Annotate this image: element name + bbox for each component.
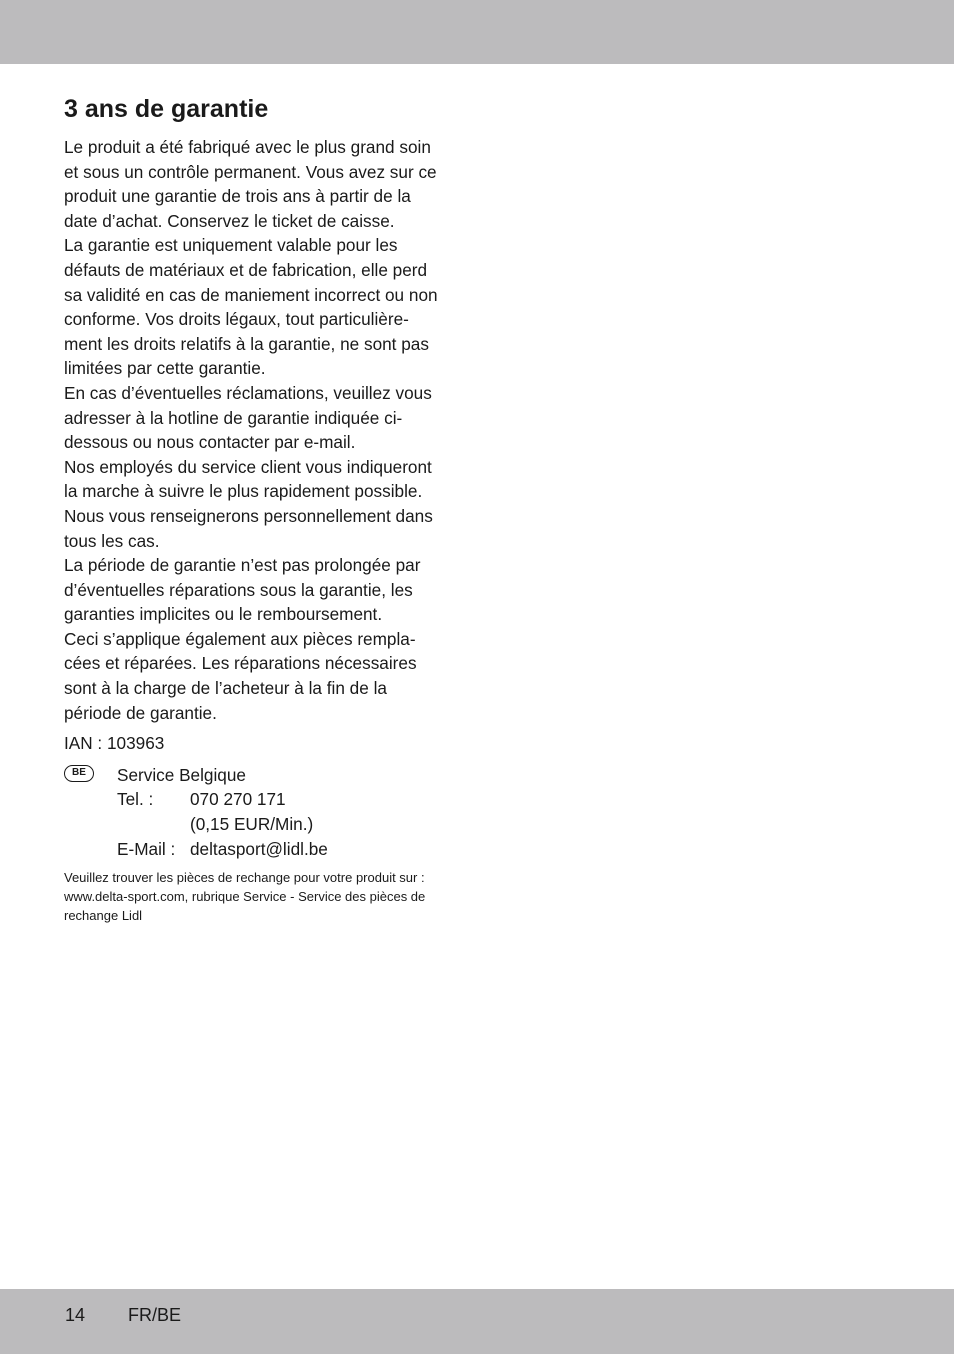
warranty-text	[64, 135, 464, 725]
page-number: 14	[65, 1305, 86, 1325]
country-badge-icon: BE	[64, 765, 94, 782]
service-name: Service Belgique	[117, 764, 246, 785]
ian-number: IAN : 103963	[64, 733, 165, 754]
price-row	[117, 812, 464, 837]
page-language: FR/BE	[128, 1305, 182, 1325]
phone-label: Tel. :	[117, 789, 154, 810]
call-price: (0,15 EUR/Min.)	[190, 814, 314, 835]
phone-value: 070 270 171	[190, 789, 286, 810]
paragraph: Ceci s’applique également aux pièces rempla- cées et réparées. Les réparations nécessaires sont à la charge de l’acheteur à la fin de la période de garantie.	[64, 628, 417, 723]
paragraph: En cas d’éventuelles réclamations, veuillez vous adresser à la hotline de garantie indiquée ci- dessous ou nous contacter par e-mail.	[64, 382, 432, 453]
email-label: E-Mail :	[117, 838, 176, 859]
paragraph: La période de garantie n’est pas prolongée par d’éventuelles réparations sous la garantie, les garanties implicites ou le remboursement.	[64, 555, 421, 625]
email-row	[117, 837, 464, 862]
warranty-section	[64, 92, 464, 925]
paragraph: Le produit a été fabriqué avec le plus grand soin et sous un contrôle permanent. Vous avez sur ce produit une garantie de trois ans à partir de la date d’achat. Conservez le ticket de caisse.	[64, 137, 437, 231]
page-title: 3 ans de garantie	[64, 95, 269, 123]
spare-parts-note: Veuillez trouver les pièces de rechange pour votre produit sur : www.delta-sport.com, rubrique Service - Service des pièces de rechange Lidl	[64, 870, 426, 924]
phone-row	[117, 787, 464, 812]
paragraph: Nos employés du service client vous indiqueront la marche à suivre le plus rapidement possible. Nous vous renseignerons personnellement dans tous les cas.	[64, 456, 433, 551]
paragraph: La garantie est uniquement valable pour les défauts de matériaux et de fabrication, elle perd sa validité en cas de maniement incorrect ou non conforme. Vos droits légaux, tout particulière- ment les droits relatifs à la garantie, ne sont pas limitées par cette garantie.	[64, 235, 438, 379]
service-contact	[64, 763, 464, 861]
header-band	[0, 0, 954, 64]
email-value: deltasport@lidl.be	[190, 838, 328, 859]
